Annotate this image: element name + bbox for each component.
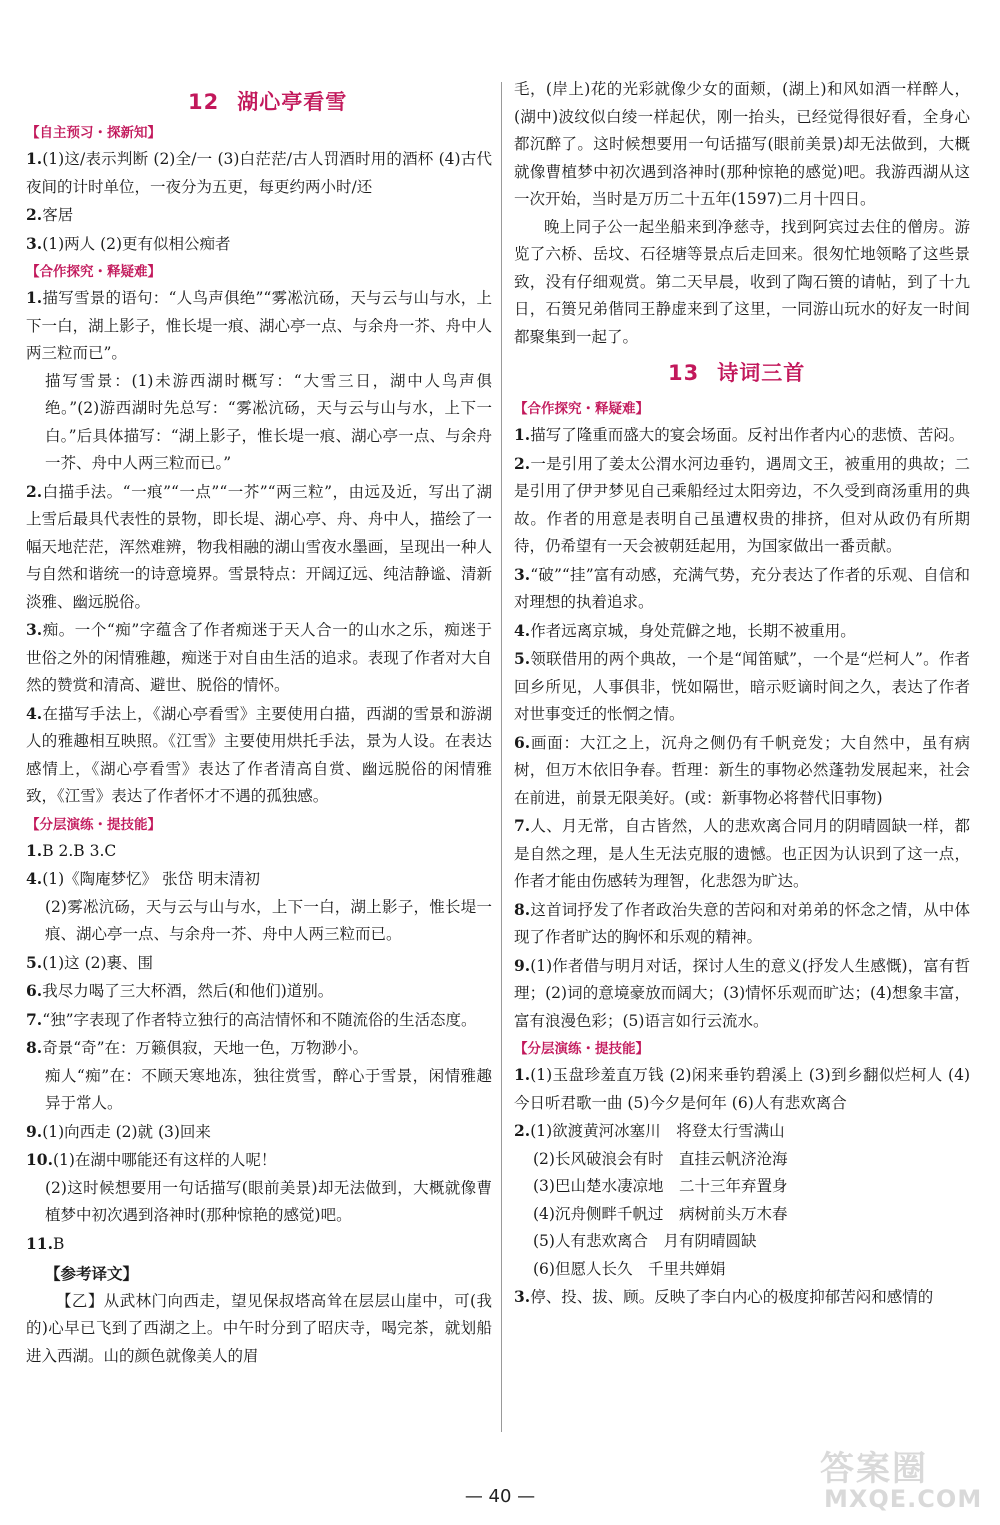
answer-item: 7.人、月无常，自古皆然，人的悲欢离合同月的阴晴圆缺一样，都是自然之理，是人生无法克服的遗憾。也正因为认识到了这一点，作者才能由伤感转为理智，化悲怨为旷达。 xyxy=(514,816,970,890)
answer-continuation: (2)长风破浪会有时 直挂云帆济沧海 xyxy=(533,1149,788,1168)
watermark-text: 答案圈 xyxy=(820,1449,928,1489)
answer-item: 1.描写了隆重而盛大的宴会场面。反衬出作者内心的悲愤、苦闷。 xyxy=(514,425,965,444)
answer-item: 11.B xyxy=(26,1233,65,1253)
answer-continuation: 痴人“痴”在：不顾天寒地冻，独往赏雪，醉心于雪景，闲情雅趣异于常人。 xyxy=(45,1066,492,1112)
answer-item: 8.这首词抒发了作者政治失意的苦闷和对弟弟的怀念之情，从中体现了作者旷达的胸怀和乐观的精神。 xyxy=(514,899,970,946)
answer-item: 1.描写雪景的语句：“人鸟声俱绝”“雾凇沆砀，天与云与山与水，上下一白，湖上影子，惟长堤一痕、湖心亭一点、与余舟一芥、舟中人两三粒而已”。 xyxy=(26,288,492,362)
answer-item: 4.(1)《陶庵梦忆》 张岱 明末清初 xyxy=(26,869,260,888)
section-heading: 【分层演练・提技能】 xyxy=(26,816,161,833)
section-heading: 【合作探究・释疑难】 xyxy=(514,401,649,417)
answer-item: 1.B 2.B 3.C xyxy=(26,840,117,860)
answer-continuation: (2)这时候想要用一句话描写(眼前美景)却无法做到，大概就像曹植梦中初次遇到洛神时(那种惊艳的感觉)吧。 xyxy=(45,1178,492,1224)
answer-item: 7.“独”字表现了作者特立独行的高洁情怀和不随流俗的生活态度。 xyxy=(26,1009,477,1029)
right-column xyxy=(514,76,970,1312)
answer-item: 2.(1)欲渡黄河冰塞川 将登太行雪满山 xyxy=(514,1121,785,1140)
answer-continuation: 描写雪景：(1)未游西湖时概写：“大雪三日，湖中人鸟声俱绝。”(2)游西湖时先总写：“雾凇沆砀，天与云与山与水，上下一白。”后具体描写：“湖上影子，惟长堤一痕、湖心亭一点、与余舟一芥、舟中人两三粒而已。” xyxy=(45,371,492,472)
answer-item: 3.痴。一个“痴”字蕴含了作者痴迷于天人合一的山水之乐，痴迷于世俗之外的闲情雅趣，痴迷于对自由生活的追求。表现了作者对大自然的赞赏和清高、避世、脱俗的情怀。 xyxy=(26,620,492,694)
answer-item: 2.一是引用了姜太公渭水河边垂钓，遇周文王，被重用的典故；二是引用了伊尹梦见自己乘船经过太阳旁边，不久受到商汤重用的典故。作者的用意是表明自己虽遭权贵的排挤，但对从政仍有所期待，仍希望有一天会被朝廷起用，为国家做出一番贡献。 xyxy=(514,453,970,555)
answer-item: 6.画面：大江之上，沉舟之侧仍有千帆竞发；大自然中，虽有病树，但万木依旧争春。哲理：新生的事物必然蓬勃发展起来，社会在前进，前景无限美好。(或：新事物必将替代旧事物) xyxy=(514,732,970,807)
answer-item: 3.停、投、拔、顾。反映了李白内心的极度抑郁苦闷和感情的 xyxy=(514,1287,934,1306)
watermark-logo xyxy=(814,1439,986,1517)
lesson-12-title: 12 湖心亭看雪 xyxy=(188,90,348,114)
answer-item: 1.(1)玉盘珍羞直万钱 (2)闲来垂钓碧溪上 (3)到乡翻似烂柯人 (4)今日听君歌一曲 (5)今夕是何年 (6)人有悲欢离合 xyxy=(514,1065,970,1112)
answer-item: 3.(1)两人 (2)更有似相公痴者 xyxy=(26,233,231,253)
answer-continuation: (5)人有悲欢离合 月有阴晴圆缺 xyxy=(533,1232,757,1250)
reference-translation-label: 【参考译文】 xyxy=(45,1264,139,1283)
translation-continued: 毛，(岸上)花的光彩就像少女的面颊，(湖上)和风如酒一样醉人，(湖中)波纹似白绫一样起伏，刚一抬头，已经觉得很好看，全身心都沉醉了。这时候想要用一句话描写(眼前美景)却无法做到，大概就像曹植梦中初次遇到洛神时(那种惊艳的感觉)吧。我游西湖从这一次开始，当时是万历二十五年(1597)二月十四日。 xyxy=(514,80,970,208)
answer-item: 3.“破”“挂”富有动感，充满气势，充分表达了作者的乐观、自信和对理想的执着追求。 xyxy=(514,564,970,611)
answer-item: 6.我尽力喝了三大杯酒，然后(和他们)道别。 xyxy=(26,981,334,1000)
answer-item: 4.作者远离京城，身处荒僻之地，长期不被重用。 xyxy=(514,620,856,640)
section-heading: 【自主预习・探新知】 xyxy=(26,125,161,141)
left-column xyxy=(26,119,492,1370)
answer-item: 9.(1)作者借与明月对话，探讨人生的意义(抒发人生感慨)，富有哲理；(2)词的意境豪放而阔大；(3)情怀乐观而旷达；(4)想象丰富，富有浪漫色彩；(5)语言如行云流水。 xyxy=(514,955,970,1030)
answer-continuation: (3)巴山楚水凄凉地 二十三年弃置身 xyxy=(533,1177,788,1195)
answer-item: 8.奇景“奇”在：万籁俱寂，天地一色，万物渺小。 xyxy=(26,1038,369,1057)
translation-paragraph: 晚上同子公一起坐船来到净慈寺，找到阿宾过去住的僧房。游览了六桥、岳坟、石径塘等景点后走回来。很匆忙地领略了这些景致，没有仔细观赏。第二天早晨，收到了陶石篑的请帖，到了十九日，石篑兄弟偕同王静虚来到了这里，一同游山玩水的好友一时间都聚集到一起了。 xyxy=(514,217,970,346)
answer-item: 2.白描手法。“一痕”“一点”“一芥”“两三粒”，由远及近，写出了湖上雪后最具代表性的景物，即长堤、湖心亭、舟、舟中人，描绘了一幅天地茫茫，浑然难辨，物我相融的湖山雪夜水墨画，呈现出一种人与自然和谐统一的诗意境界。雪景特点：开阔辽远、纯洁静谧、清新淡雅、幽远脱俗。 xyxy=(26,481,492,611)
answer-item: 5.(1)这 (2)裹、围 xyxy=(26,952,154,972)
section-heading: 【合作探究・释疑难】 xyxy=(26,264,161,280)
watermark-url: MXQE.COM xyxy=(824,1485,983,1513)
column-divider xyxy=(501,82,502,1432)
reference-translation-text: 【乙】从武林门向西走，望见保叔塔高耸在层层山崖中，可(我的)心早已飞到了西湖之上。中午时分到了昭庆寺，喝完茶，就划船进入西湖。山的颜色就像美人的眉 xyxy=(26,1291,492,1365)
answer-item: 9.(1)向西走 (2)就 (3)回来 xyxy=(26,1121,211,1141)
answer-continuation: (6)但愿人长久 千里共婵娟 xyxy=(533,1259,726,1278)
page-number: — 40 — xyxy=(464,1486,536,1507)
answer-item: 2.客居 xyxy=(26,205,74,224)
section-heading: 【分层演练・提技能】 xyxy=(514,1041,649,1057)
answer-continuation: (2)雾凇沆砀，天与云与山与水，上下一白，湖上影子，惟长堤一痕、湖心亭一点、与余舟一芥、舟中人两三粒而已。 xyxy=(45,897,492,943)
lesson-13-title-row xyxy=(514,351,970,395)
answer-item: 4.在描写手法上，《湖心亭看雪》主要使用白描，西湖的雪景和游湖人的雅趣相互映照。《江雪》主要使用烘托手法，景为人设。在表达感情上，《湖心亭看雪》表达了作者清高自赏、幽远脱俗的闲情雅致，《江雪》表达了作者怀才不遇的孤独感。 xyxy=(26,703,492,805)
answer-item: 5.领联借用的两个典故，一个是“闻笛赋”，一个是“烂柯人”。作者回乡所见，人事俱非，恍如隔世，暗示贬谪时间之久，表达了作者对世事变迁的怅惘之情。 xyxy=(514,649,970,723)
answer-item: 10.(1)在湖中哪能还有这样的人呢！ xyxy=(26,1150,277,1169)
lesson-13-title: 13 诗词三首 xyxy=(668,361,806,385)
answer-item: 1.(1)这/表示判断 (2)全/一 (3)白茫茫/古人罚酒时用的酒杯 (4)古代夜间的计时单位，一夜分为五更，每更约两小时/还 xyxy=(26,149,492,196)
l12-s1-list xyxy=(26,145,492,258)
answer-continuation: (4)沉舟侧畔千帆过 病树前头万木春 xyxy=(533,1204,788,1223)
